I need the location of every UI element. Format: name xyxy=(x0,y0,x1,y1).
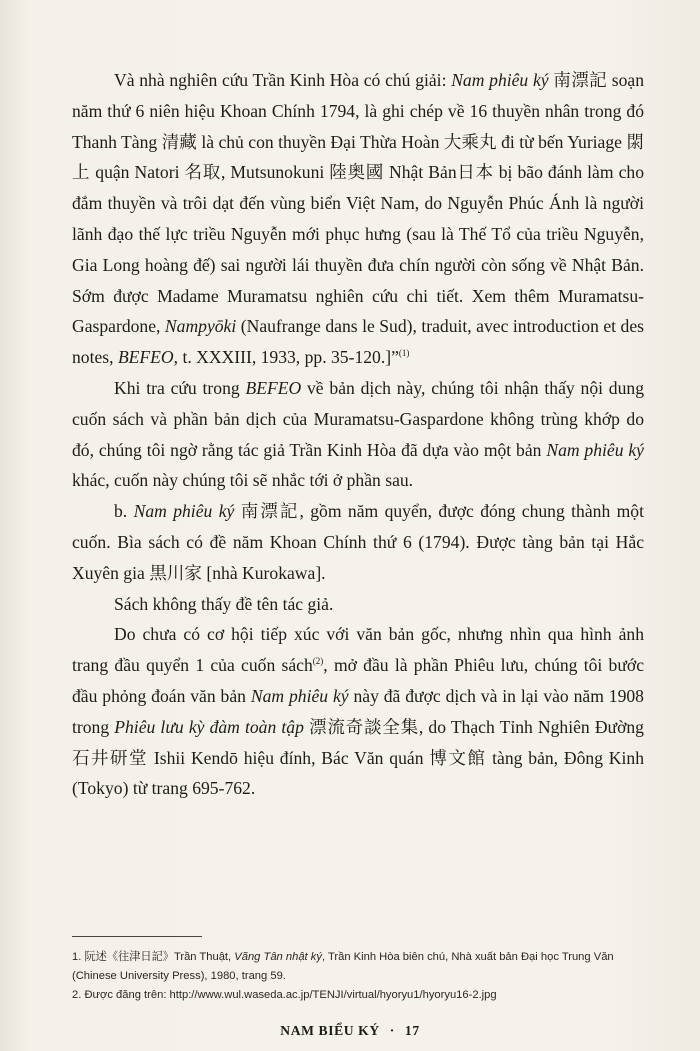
italic-text: Nampyōki xyxy=(164,316,237,337)
text-run: 漂流奇談全集, do Thạch Tỉnh Nghiên Đường 石井研堂 Ishii Kendō hiệu đính, Bác Văn quán 博文館 tàng bản, Đông Kinh (Tokyo) từ trang 695-762. xyxy=(72,716,644,799)
text-run: về bản dịch này, chúng tôi nhận thấy nội dung cuốn sách và phần bản dịch của Muramatsu-Gaspardone không trùng khớp do đó, chúng tôi ngờ rằng tác giả Trần Kinh Hòa đã dựa vào một bản xyxy=(72,377,644,460)
text-run: Sách không thấy đề tên tác giả. xyxy=(114,593,334,614)
footnote-reference: (2) xyxy=(312,656,324,667)
text-run: này đã được dịch và in lại vào năm 1908 trong xyxy=(72,685,644,737)
paragraph-2 xyxy=(72,373,644,496)
text-run: (Naufrange dans le Sud), traduit, avec introduction et des notes, xyxy=(72,316,645,368)
footnote-divider xyxy=(72,936,202,937)
footnote-reference: (1) xyxy=(398,348,410,359)
text-run: 南漂記 soạn năm thứ 6 niên hiệu Khoan Chính 1794, là ghi chép về 16 thuyền nhân trong đó Thanh Tàng 清藏 là chủ con thuyền Đại Thừa Hoàn 大乘丸 đi từ bến Yuriage 閖上 quận Natori 名取, Mutsunokuni 陸奥國 Nhật Bản日本 bị bão đánh làm cho đắm thuyền và trôi dạt đến vùng biển Việt Nam, do Nguyễn Phúc Ánh là người lãnh đạo thế lực triều Nguyễn mới phục hưng (sau là Thế Tổ của triều Nguyễn, Gia Long hoàng đế) sai người lái thuyền đưa chín người còn sống về Nhật Bản. Sớm được Madame Muramatsu nghiên cứu chi tiết. Xem thêm Muramatsu-Gaspardone, xyxy=(72,70,645,337)
text-run: , t. XXXIII, 1933, pp. 35-120.]” xyxy=(173,347,399,368)
italic-text: BEFEO xyxy=(245,377,302,398)
italic-text: BEFEO xyxy=(117,347,174,368)
paragraph-1 xyxy=(72,65,644,373)
italic-text: Nam phiêu ký xyxy=(451,70,549,90)
text-run: Và nhà nghiên cứu Trần Kinh Hòa có chú giải: xyxy=(114,70,452,90)
paragraph-5 xyxy=(72,619,644,804)
text-run: , mở đầu là phần Phiêu lưu, chúng tôi bước đầu phỏng đoán văn bản xyxy=(72,655,644,706)
text-run: 南漂記, gồm năm quyển, được đóng chung thành một cuốn. Bìa sách có đề năm Khoan Chính thứ 6 (1794). Được tàng bản tại Hắc Xuyên gia 黒川家 [nhà Kurokawa]. xyxy=(72,501,644,583)
footnote-2 xyxy=(72,986,647,1005)
text-run: 1. 阮述《往津日記》Trần Thuật, xyxy=(72,951,235,963)
text-run: khác, cuốn này chúng tôi sẽ nhắc tới ở phần sau. xyxy=(72,470,414,491)
footnote-1 xyxy=(72,948,647,986)
italic-text: Nam phiêu ký xyxy=(133,501,235,522)
italic-text: Nam phiêu ký xyxy=(546,439,644,460)
paragraph-3 xyxy=(72,496,644,588)
book-title: NAM BIỂU KÝ xyxy=(280,1023,380,1038)
running-footer xyxy=(0,1023,700,1039)
body-text xyxy=(72,65,644,804)
text-run: Khi tra cứu trong xyxy=(114,377,246,398)
text-run: Do chưa có cơ hội tiếp xúc với văn bản gốc, nhưng nhìn qua hình ảnh trang đầu quyển 1 của cuốn sách xyxy=(72,624,644,676)
italic-text: Vãng Tân nhật ký xyxy=(234,951,322,963)
italic-text: Phiêu lưu kỳ đàm toàn tập xyxy=(114,716,304,737)
text-run: 2. Được đăng trên: http://www.wul.waseda.ac.jp/TENJI/virtual/hyoryu1/hyoryu16-2.jpg xyxy=(72,989,497,1001)
footer-separator: · xyxy=(389,1023,395,1038)
text-run: , Trần Kinh Hòa biên chú, Nhà xuất bản Đại học Trung Văn (Chinese University Press), 1980, trang 59. xyxy=(72,951,614,982)
text-run: b. xyxy=(114,501,134,522)
paragraph-4 xyxy=(72,589,644,620)
italic-text: Nam phiêu ký xyxy=(250,685,349,706)
page-number: 17 xyxy=(404,1023,420,1038)
footnotes xyxy=(72,948,647,1005)
